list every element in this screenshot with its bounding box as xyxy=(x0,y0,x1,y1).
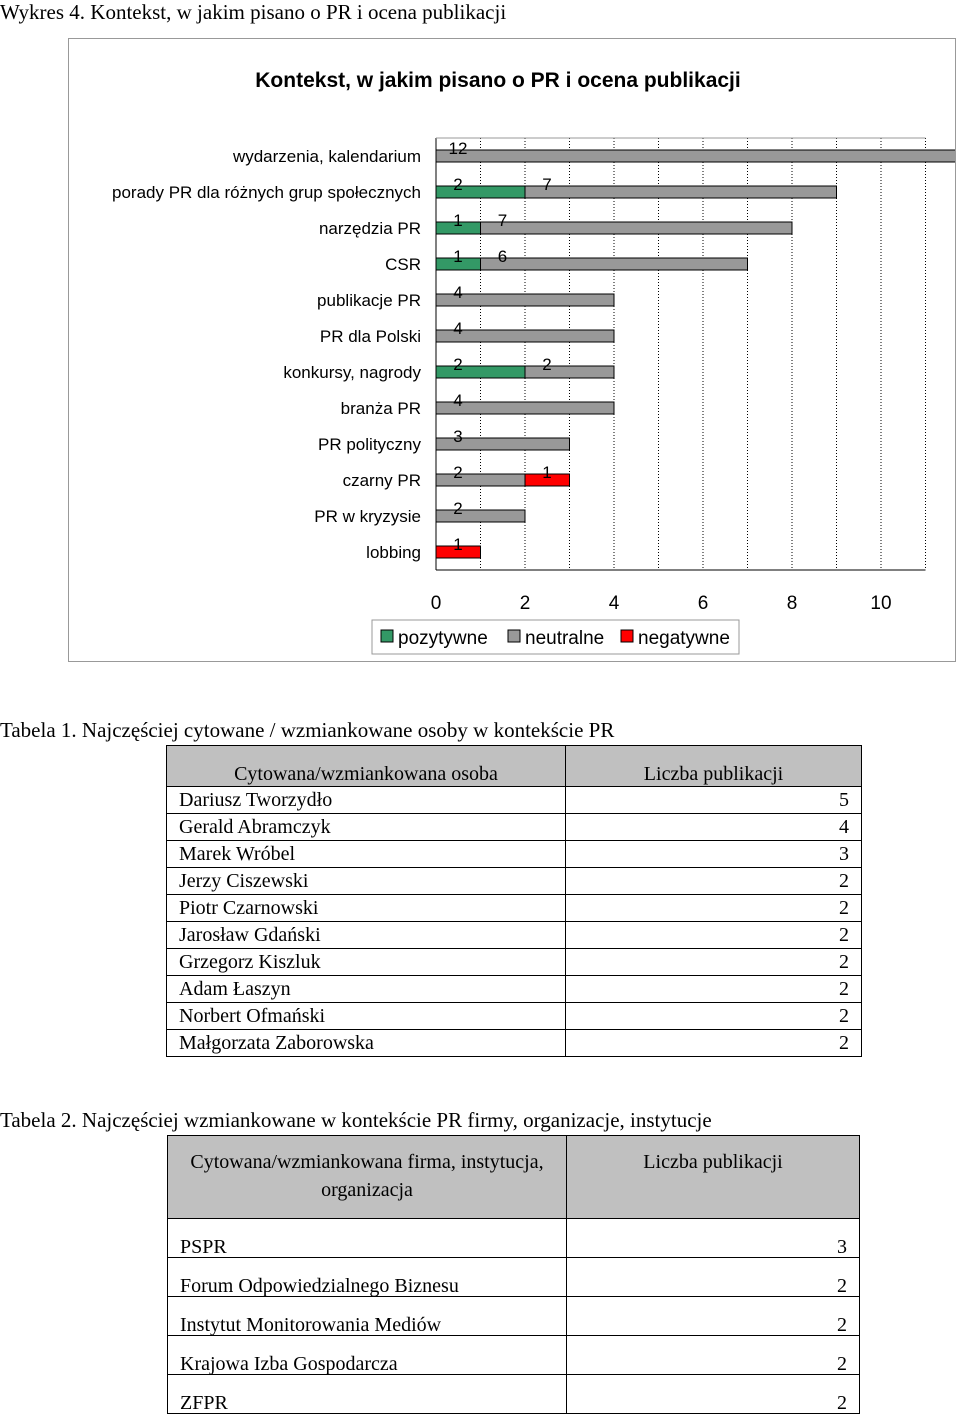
count-cell: 2 xyxy=(566,895,862,922)
table-row xyxy=(167,841,862,868)
count-cell: 2 xyxy=(566,976,862,1003)
x-tick-label: 4 xyxy=(608,593,620,614)
name-cell: Małgorzata Zaborowska xyxy=(167,1030,566,1057)
count-cell: 2 xyxy=(566,1030,862,1057)
table-row xyxy=(168,1375,860,1414)
legend-swatch-neutralne xyxy=(508,630,520,642)
table1-caption: Tabela 1. Najczęściej cytowane / wzmiankowane osoby w kontekście PR xyxy=(0,718,615,742)
data-label: 2 xyxy=(542,355,552,374)
count-cell: 4 xyxy=(566,814,862,841)
data-label: 2 xyxy=(453,499,463,518)
column-header-count: Liczba publikacji xyxy=(567,1136,860,1219)
table-row xyxy=(168,1219,860,1258)
bar-segment-pozytywne xyxy=(436,186,525,198)
category-label: wydarzenia, kalendarium xyxy=(232,147,421,166)
legend-swatch-negatywne xyxy=(621,630,633,642)
chart-frame xyxy=(68,38,956,662)
name-cell: Norbert Ofmański xyxy=(167,1003,566,1030)
table2-caption: Tabela 2. Najczęściej wzmiankowane w kontekście PR firmy, organizacje, instytucje xyxy=(0,1108,712,1132)
column-header-count: Liczba publikacji xyxy=(566,746,862,787)
data-label: 4 xyxy=(453,391,463,410)
bar-segment-neutralne xyxy=(481,258,748,270)
category-label: narzędzia PR xyxy=(318,219,421,238)
x-tick-label: 6 xyxy=(697,593,709,614)
count-cell: 2 xyxy=(566,1003,862,1030)
category-label: branża PR xyxy=(340,399,421,418)
data-label: 1 xyxy=(453,247,463,266)
name-cell: Grzegorz Kiszluk xyxy=(167,949,566,976)
name-cell: Dariusz Tworzydło xyxy=(167,787,566,814)
legend-label: negatywne xyxy=(638,628,730,649)
bar-segment-neutralne xyxy=(436,510,525,522)
category-label: czarny PR xyxy=(342,471,421,490)
count-cell: 2 xyxy=(567,1297,860,1336)
table-row xyxy=(167,895,862,922)
count-cell: 2 xyxy=(567,1258,860,1297)
column-header-organization: Cytowana/wzmiankowana firma, instytucja, organizacja xyxy=(168,1136,567,1219)
table-header-row xyxy=(167,746,862,787)
bar-segment-neutralne xyxy=(436,150,955,162)
count-cell: 3 xyxy=(567,1219,860,1258)
data-label: 1 xyxy=(453,211,463,230)
name-cell: Gerald Abramczyk xyxy=(167,814,566,841)
table-row xyxy=(167,922,862,949)
table-row xyxy=(168,1258,860,1297)
table-header-row xyxy=(168,1136,860,1219)
name-cell: Adam Łaszyn xyxy=(167,976,566,1003)
category-label: konkursy, nagrody xyxy=(283,363,421,382)
x-tick-label: 2 xyxy=(519,593,531,614)
data-label: 6 xyxy=(497,247,508,266)
table-row xyxy=(168,1297,860,1336)
data-label: 2 xyxy=(453,175,463,194)
name-cell: ZFPR xyxy=(168,1375,567,1414)
name-cell: Jerzy Ciszewski xyxy=(167,868,566,895)
x-tick-label: 0 xyxy=(430,593,442,614)
category-label: publikacje PR xyxy=(317,291,421,310)
bar-segment-pozytywne xyxy=(436,366,525,378)
table-row xyxy=(167,949,862,976)
bar-segment-neutralne xyxy=(436,474,525,486)
name-cell: Jarosław Gdański xyxy=(167,922,566,949)
name-cell: Krajowa Izba Gospodarcza xyxy=(168,1336,567,1375)
data-label: 7 xyxy=(542,175,552,194)
table-row xyxy=(167,976,862,1003)
table-row xyxy=(167,814,862,841)
chart-caption: Wykres 4. Kontekst, w jakim pisano o PR i ocena publikacji xyxy=(0,0,507,24)
category-label: lobbing xyxy=(366,543,421,562)
data-label: 1 xyxy=(453,535,463,554)
category-label: PR polityczny xyxy=(318,435,421,454)
bar-chart xyxy=(69,39,955,661)
legend-swatch-pozytywne xyxy=(381,630,393,642)
category-label: PR dla Polski xyxy=(319,327,421,346)
count-cell: 2 xyxy=(566,949,862,976)
bar-segment-neutralne xyxy=(481,222,793,234)
count-cell: 2 xyxy=(566,922,862,949)
legend-label: pozytywne xyxy=(398,628,488,649)
table-row xyxy=(167,868,862,895)
name-cell: Marek Wróbel xyxy=(167,841,566,868)
category-label: CSR xyxy=(385,255,421,274)
name-cell: Instytut Monitorowania Mediów xyxy=(168,1297,567,1336)
count-cell: 5 xyxy=(566,787,862,814)
chart-title: Kontekst, w jakim pisano o PR i ocena publikacji xyxy=(255,69,741,92)
x-tick-label: 8 xyxy=(786,593,798,614)
data-label: 4 xyxy=(453,319,463,338)
data-label: 1 xyxy=(542,463,552,482)
data-label: 3 xyxy=(453,427,463,446)
table-row xyxy=(167,787,862,814)
count-cell: 3 xyxy=(566,841,862,868)
category-label: PR w kryzysie xyxy=(314,507,421,526)
table-row xyxy=(167,1003,862,1030)
name-cell: PSPR xyxy=(168,1219,567,1258)
count-cell: 2 xyxy=(566,868,862,895)
x-tick-label: 10 xyxy=(870,593,892,614)
organizations-table xyxy=(167,1135,860,1414)
name-cell: Forum Odpowiedzialnego Biznesu xyxy=(168,1258,567,1297)
data-label: 7 xyxy=(497,211,508,230)
count-cell: 2 xyxy=(567,1375,860,1414)
legend-label: neutralne xyxy=(525,628,605,649)
bar-segment-neutralne xyxy=(525,366,614,378)
data-label: 2 xyxy=(453,355,463,374)
table-row xyxy=(168,1336,860,1375)
name-cell: Piotr Czarnowski xyxy=(167,895,566,922)
bar-segment-neutralne xyxy=(525,186,837,198)
table-row xyxy=(167,1030,862,1057)
data-label: 4 xyxy=(453,283,463,302)
data-label: 2 xyxy=(453,463,463,482)
persons-table xyxy=(166,745,862,1057)
data-label: 12 xyxy=(448,139,468,158)
category-label: porady PR dla różnych grup społecznych xyxy=(112,183,421,202)
column-header-person: Cytowana/wzmiankowana osoba xyxy=(167,746,566,787)
count-cell: 2 xyxy=(567,1336,860,1375)
